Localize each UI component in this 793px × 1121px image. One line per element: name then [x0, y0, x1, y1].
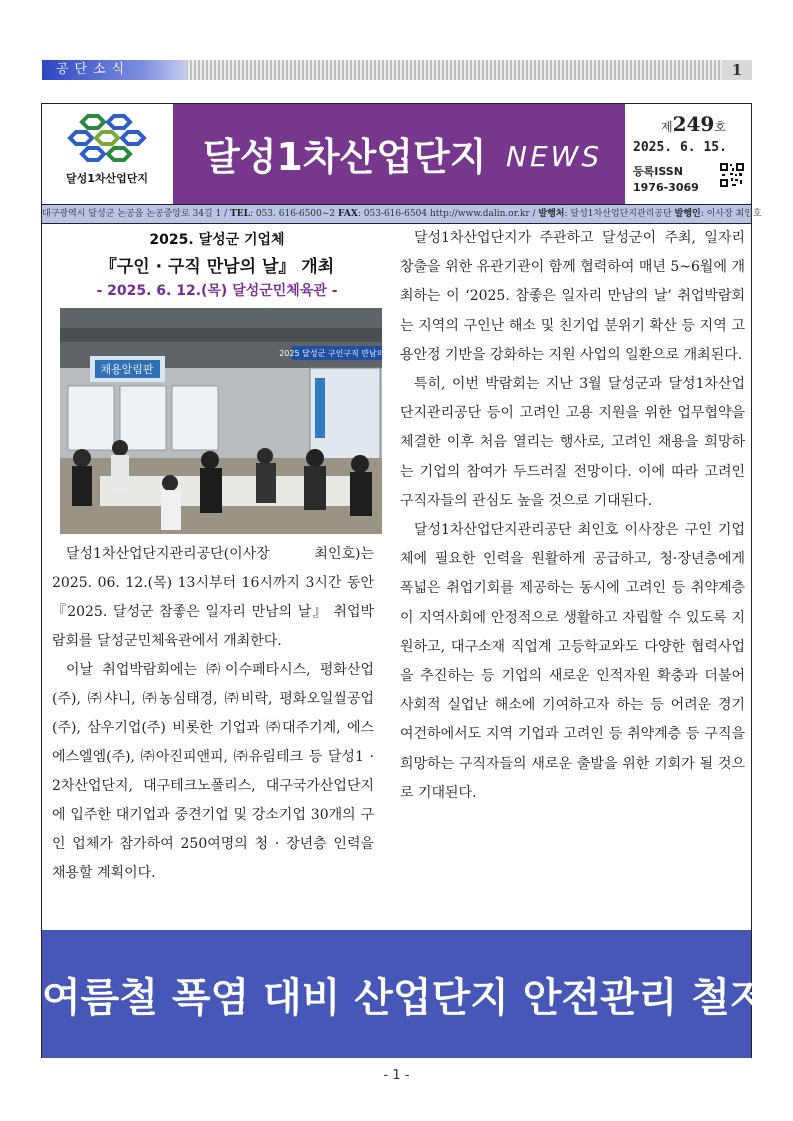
newsletter-title: 달성1차산업단지 — [203, 135, 487, 179]
banner-headline: 여름철 폭염 대비 산업단지 안전관리 철저 — [42, 975, 769, 1021]
article-left-column — [52, 540, 374, 888]
paragraph: 특히, 이번 박람회는 지난 3월 달성군과 달성1차산업단지관리공단 등이 고려인 고용 지원을 위한 업무협약을 체결한 이후 처음 열리는 행사로, 고려인 채용을 희망하는 기업의 참여가 두드러질 전망이다. 이에 따라 고려인 구직자들의 관심도 높을 것으로 기대된다. — [400, 376, 745, 509]
svg-text:2025 달성군 구인구직 만남의 날: 2025 달성군 구인구직 만남의 날 — [279, 349, 395, 358]
masthead — [42, 104, 751, 204]
issn-number: 1976-3069 — [633, 181, 699, 194]
issue-date: 2025. 6. 15. — [633, 140, 727, 155]
page-footer: - 1 - — [383, 1068, 410, 1083]
logo-caption: 달성1차산업단지 — [65, 172, 149, 185]
address-bar: 대구광역시 달성군 논공읍 논공중앙로 34길 1 / TEL: 053. 616-6500~2 FAX: 053-616-6504 http://www.dalin.or.kr / 발행처: 달성1차산업단지관리공단 발행인: 이사장 최인호 — [42, 204, 751, 224]
hexagon-logo-icon — [42, 104, 172, 170]
article-headline-block — [42, 229, 392, 300]
paragraph: 달성1차산업단지관리공단(이사장 최인호)는 2025. 06. 12.(목) 13시부터 16시까지 3시간 동안『2025. 달성군 참좋은 일자리 만남의 날』 취업박람회를 달성군민체육관에서 개최한다. — [52, 546, 374, 649]
article-headline: 『구인 · 구직 만남의 날』 개최 — [99, 257, 335, 277]
article-subhead: - 2025. 6. 12.(목) 달성군민체육관 - — [96, 283, 338, 299]
paragraph: 달성1차산업단지가 주관하고 달성군이 주최, 일자리 창출을 위한 유관기관이 함께 협력하여 매년 5~6월에 개최하는 이 ‘2025. 참좋은 일자리 만남의 날’ 취업박람회는 지역의 구인난 해소 및 친기업 분위기 확산 등 지역 고용안정 기반을 강화하는 지원 사업의 일환으로 개최된다. — [400, 230, 745, 363]
issue-info — [627, 104, 751, 204]
paragraph: 이날 취업박람회에는 ㈜이수페타시스, 평화산업(주), ㈜샤니, ㈜농심태경, ㈜비락, 평화오일씰공업(주), 삼우기업(주) 비롯한 기업과 ㈜대주기계, 에스에스엘엠(주), ㈜아진피앤피, ㈜유림테크 등 달성1 · 2차산업단지, 대구테크노폴리스, 대구국가산업단지에 입주한 대기업과 중견기업 및 강소기업 30개의 구인 업체가 참가하여 250여명의 청 · 장년층 인력을 채용할 계획이다. — [52, 662, 374, 881]
newsletter-title-news: NEWS — [506, 140, 603, 173]
issn-label: 등록ISSN — [633, 165, 683, 178]
page-number-top: 1 — [722, 60, 752, 80]
section-bar — [42, 60, 752, 80]
section-label: 공단소식 — [42, 60, 187, 80]
qr-code-icon[interactable] — [719, 162, 745, 188]
svg-text:채용알림판: 채용알림판 — [100, 363, 154, 376]
title-panel — [173, 104, 625, 204]
next-article-banner — [42, 930, 769, 1058]
job-fair-photo-illustration — [60, 308, 395, 534]
newsletter-frame — [41, 103, 769, 1058]
article-right-column — [400, 224, 745, 808]
issue-number: 제249호 — [661, 112, 726, 136]
paragraph: 달성1차산업단지관리공단 최인호 이사장은 구인 기업체에 필요한 인력을 원활하게 공급하고, 청·장년층에게 폭넓은 취업기회를 제공하는 동시에 고려인 등 취약계층이 지역사회에 안정적으로 생활하고 자립할 수 있도록 지원하고, 대구소재 직업계 고등학교와도 다양한 협력사업을 추진하는 등 기업의 새로운 인적자원 확충과 더불어 사회적 실업난 해소에 기여하고자 하는 등 어려운 경기 여건하에서도 지역 기업과 고려인 등 취약계층 등 구직을 희망하는 구직자들의 새로운 출발을 위한 기회가 될 것으로 기대된다. — [400, 522, 745, 801]
issn-block — [633, 164, 699, 196]
event-photo — [60, 308, 395, 534]
logo — [42, 104, 172, 204]
article-kicker: 2025. 달성군 기업체 — [149, 232, 285, 248]
